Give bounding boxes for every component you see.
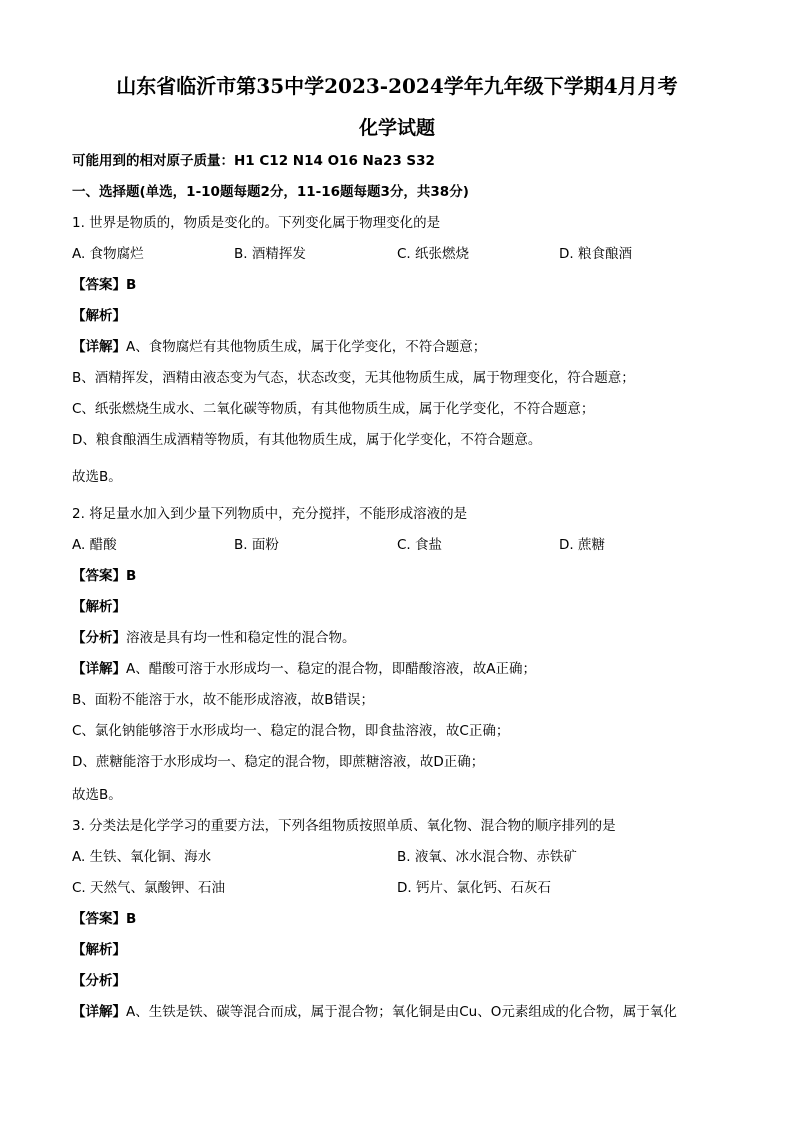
question-1-answer: 【答案】B: [72, 277, 137, 293]
question-2-conclusion: 故选B。: [72, 787, 122, 803]
question-1-detail-b: B、酒精挥发，酒精由液态变为气态，状态改变，无其他物质生成，属于物理变化，符合题意；: [72, 370, 635, 386]
detail-text: A、醋酸可溶于水形成均一、稳定的混合物，即醋酸溶液，故A正确；: [126, 661, 536, 677]
question-2-detail-a: [72, 660, 536, 678]
question-2-detail-b: B、面粉不能溶于水，故不能形成溶液，故B错误；: [72, 692, 375, 708]
question-3-stem: 3. 分类法是化学学习的重要方法，下列各组物质按照单质、氧化物、混合物的顺序排列的是: [72, 818, 616, 834]
question-1-option-a: A. 食物腐烂: [72, 246, 144, 262]
question-2-option-d: D. 蔗糖: [559, 537, 605, 553]
detail-label: 【详解】: [72, 339, 126, 355]
question-1-option-c: C. 纸张燃烧: [397, 246, 470, 262]
question-1-option-d: D. 粮食酿酒: [559, 246, 632, 262]
detail-text: A、生铁是铁、碳等混合而成，属于混合物；氧化铜是由Cu、O元素组成的化合物，属于氧化: [126, 1004, 677, 1020]
question-2-option-a: A. 醋酸: [72, 537, 117, 553]
detail-label: 【详解】: [72, 661, 126, 677]
question-3-detail-a: [72, 1003, 677, 1021]
fenxi-label: 【分析】: [72, 630, 126, 646]
question-2-detail-c: C、氯化钠能够溶于水形成均一、稳定的混合物，即食盐溶液，故C正确；: [72, 723, 510, 739]
question-1-detail-c: C、纸张燃烧生成水、二氧化碳等物质，有其他物质生成，属于化学变化，不符合题意；: [72, 401, 595, 417]
question-1-stem: 1. 世界是物质的，物质是变化的。下列变化属于物理变化的是: [72, 215, 441, 231]
question-3-option-b: B. 液氧、冰水混合物、赤铁矿: [397, 849, 577, 865]
page-title: 山东省临沂市第35中学2023-2024学年九年级下学期4月月考: [116, 74, 678, 98]
detail-label: 【详解】: [72, 1004, 126, 1020]
question-1-detail-d: D、粮食酿酒生成酒精等物质，有其他物质生成，属于化学变化，不符合题意。: [72, 432, 542, 448]
question-3-option-d: D. 钙片、氯化钙、石灰石: [397, 880, 551, 896]
question-1-analysis-label: 【解析】: [72, 308, 126, 324]
question-2-option-c: C. 食盐: [397, 537, 443, 553]
question-3-option-c: C. 天然气、氯酸钾、石油: [72, 880, 226, 896]
question-1-detail-a: [72, 338, 486, 356]
question-3-answer: 【答案】B: [72, 911, 137, 927]
question-2-option-b: B. 面粉: [234, 537, 279, 553]
question-2-fenxi: [72, 629, 356, 647]
fenxi-text: 溶液是具有均一性和稳定性的混合物。: [126, 630, 356, 646]
question-1-conclusion: 故选B。: [72, 469, 122, 485]
question-2-analysis-label: 【解析】: [72, 599, 126, 615]
page-subtitle: 化学试题: [358, 117, 435, 139]
question-3-option-a: A. 生铁、氧化铜、海水: [72, 849, 212, 865]
question-3-analysis-label: 【解析】: [72, 942, 126, 958]
question-2-detail-d: D、蔗糖能溶于水形成均一、稳定的混合物，即蔗糖溶液，故D正确；: [72, 754, 485, 770]
atomic-mass-line: 可能用到的相对原子质量：H1 C12 N14 O16 Na23 S32: [72, 153, 435, 169]
question-3-fenxi-label: 【分析】: [72, 973, 126, 989]
detail-text: A、食物腐烂有其他物质生成，属于化学变化，不符合题意；: [126, 339, 487, 355]
question-2-answer: 【答案】B: [72, 568, 137, 584]
question-2-stem: 2. 将足量水加入到少量下列物质中，充分搅拌，不能形成溶液的是: [72, 506, 468, 522]
section-heading: 一、选择题(单选，1-10题每题2分，11-16题每题3分，共38分): [72, 184, 469, 200]
question-1-option-b: B. 酒精挥发: [234, 246, 306, 262]
